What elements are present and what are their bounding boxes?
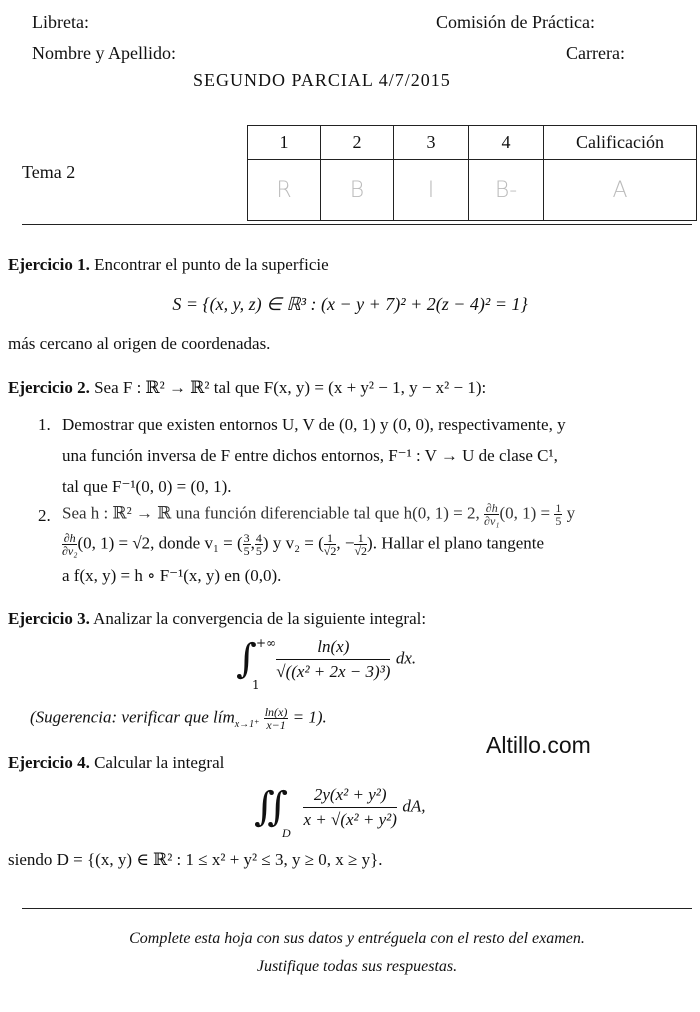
grade-header: 4 (469, 126, 544, 160)
grade-header: 2 (321, 126, 394, 160)
grade-value: B (321, 160, 394, 221)
item-text (62, 502, 575, 527)
integral-lower: 1 (252, 678, 260, 692)
fraction: $\frac{1}{√2}$ (354, 531, 368, 558)
item-text-part: Sea h : ℝ² → ℝ una función diferenciable tal que h(0, 1) = 2, (62, 503, 480, 523)
integral-sign: ∫ (236, 636, 257, 682)
item-text-part: y (566, 503, 576, 523)
integral-4 (254, 784, 426, 840)
tema-label: Tema 2 (22, 162, 76, 182)
fraction: $\frac{1}{√2}$ (323, 531, 337, 558)
exercise-label: Ejercicio 1. (8, 255, 90, 274)
item-text: Demostrar que existen entornos U, V de (0, 1) y (0, 0), respectivamente, y (62, 415, 566, 434)
integral-upper: +∞ (256, 636, 277, 650)
grade-header: 1 (248, 126, 321, 160)
item-text-part: ) y v₂ = ( (262, 533, 324, 553)
exercise-2 (8, 378, 486, 398)
fraction: $\frac{1}{5}$ (555, 501, 562, 528)
exercise-text: Calcular la integral (94, 753, 225, 772)
hint-fraction: $\frac{\ln(x)}{x-1}$ (264, 705, 288, 732)
grade-value: B- (469, 160, 544, 221)
divider (22, 908, 692, 909)
exercise-3 (8, 609, 426, 629)
grade-header: Calificación (544, 126, 697, 160)
double-integral-sign: ∬ (254, 784, 289, 830)
exercise-text: Sea F : ℝ² → ℝ² tal que F(x, y) = (x + y² − 1, y − x² − 1): (94, 378, 487, 397)
hint-subscript: x→1⁺ (234, 718, 260, 730)
fraction: $\frac{3}{5}$ (243, 531, 250, 558)
exercise-text: más cercano al origen de coordenadas. (8, 334, 271, 353)
integrand (303, 785, 396, 830)
domain-definition: siendo D = {(x, y) ∈ ℝ² : 1 ≤ x² + y² ≤ 3, y ≥ 0, x ≥ y}. (8, 850, 383, 869)
item-text: una función inversa de F entre dichos entornos, F⁻¹ : V → U de clase C¹, (62, 446, 558, 465)
carrera-label: Carrera: (566, 43, 625, 63)
footer-line: Justifique todas sus respuestas. (256, 958, 458, 975)
item-number: 2. (38, 506, 51, 525)
exercise-label: Ejercicio 3. (8, 609, 90, 628)
item-text-part: (0, 1) = √2, donde v₁ = ( (77, 533, 243, 553)
item-text: a f(x, y) = h ∘ F⁻¹(x, y) en (0,0). (62, 566, 282, 585)
hint (30, 706, 327, 731)
exercise-label: Ejercicio 2. (8, 378, 90, 397)
item-text-part: , − (336, 533, 355, 553)
equation: S = {(x, y, z) ∈ ℝ³ : (x − y + 7)² + 2(z − 4)² = 1} (172, 294, 528, 314)
item-text-part: ). Hallar el plano tangente (367, 533, 545, 553)
nombre-label: Nombre y Apellido: (32, 43, 176, 63)
integrand-denominator: √((x² + 2x − 3)³) (276, 661, 391, 681)
page-title: SEGUNDO PARCIAL 4/7/2015 (193, 70, 451, 90)
integrand-numerator: ln(x) (276, 637, 390, 660)
grade-header: 3 (394, 126, 469, 160)
item-text-part: , (250, 533, 255, 553)
differential: dx. (395, 648, 417, 668)
exercise-text: Analizar la convergencia de la siguiente integral: (93, 609, 427, 628)
grade-value: A (544, 160, 697, 221)
exercise-1 (8, 255, 329, 275)
divider (22, 224, 692, 225)
comision-label: Comisión de Práctica: (436, 12, 595, 32)
item-text (62, 532, 544, 557)
exercise-label: Ejercicio 4. (8, 753, 90, 772)
hint-text: (Sugerencia: verificar que lím (30, 707, 235, 727)
integral-domain: D (282, 826, 291, 840)
item-text: tal que F⁻¹(0, 0) = (0, 1). (62, 477, 232, 496)
libreta-label: Libreta: (32, 12, 89, 32)
hint-text: = 1). (292, 707, 327, 727)
exercise-4 (8, 753, 224, 773)
integral-3 (236, 636, 417, 692)
differential: dA, (402, 796, 426, 816)
grade-value: R (248, 160, 321, 221)
item-text-part: (0, 1) = (499, 503, 551, 523)
item-number: 1. (38, 415, 51, 434)
partial-fraction: $\frac{\partial h}{\text{∂v₂}}$ (62, 531, 78, 558)
integrand (276, 637, 390, 682)
grade-value: I (394, 160, 469, 221)
exercise-text: Encontrar el punto de la superficie (94, 255, 329, 274)
fraction: $\frac{4}{5}$ (255, 531, 262, 558)
integrand-denominator: x + √(x² + y²) (303, 809, 397, 829)
footer-line: Complete esta hoja con sus datos y entréguela con el resto del examen. (129, 930, 585, 947)
watermark: Altillo.com (486, 732, 591, 758)
partial-fraction: $\frac{\partial h}{\text{∂v₁}}$ (484, 501, 500, 528)
integrand-numerator: 2y(x² + y²) (303, 785, 396, 808)
grades-table (247, 125, 697, 221)
